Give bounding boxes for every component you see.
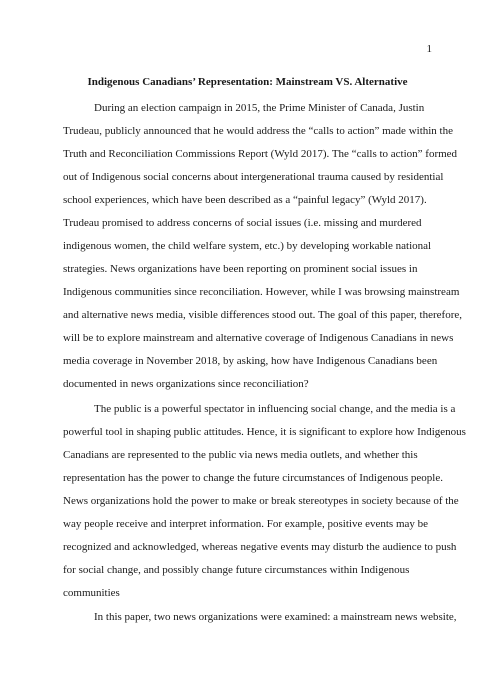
body-line: recognized and acknowledged, whereas negative events may disturb the audience to push [63,541,457,553]
body-line: will be to explore mainstream and alternative coverage of Indigenous Canadians in news [63,332,454,344]
body-line: News organizations hold the power to make or break stereotypes in society because of the [63,495,459,507]
body-line: strategies. News organizations have been reporting on prominent social issues in [63,263,418,275]
body-line: media coverage in November 2018, by asking, how have Indigenous Canadians been [63,355,438,367]
body-line: During an election campaign in 2015, the Prime Minister of Canada, Justin [94,102,425,114]
body-line: documented in news organizations since reconciliation? [63,378,309,390]
document-title: Indigenous Canadians’ Representation: Mainstream VS. Alternative [87,76,408,88]
page-number: 1 [426,43,432,55]
body-line: indigenous women, the child welfare system, etc.) by developing workable national [63,240,432,252]
body-line: and alternative news media, visible differences stood out. The goal of this paper, therefore, [63,309,462,321]
body-line: The public is a powerful spectator in influencing social change, and the media is a [94,403,456,415]
body-line: In this paper, two news organizations were examined: a mainstream news website, [94,611,457,623]
body-line: way people receive and interpret information. For example, positive events may be [63,518,429,530]
body-line: Canadians are represented to the public via news media outlets, and whether this [63,449,418,461]
body-line: representation has the power to change the future circumstances of Indigenous people. [63,472,443,484]
body-line: communities [63,587,120,599]
body-line: out of Indigenous social concerns about intergenerational trauma caused by residential [63,171,444,183]
body-line: Truth and Reconciliation Commissions Report (Wyld 2017). The “calls to action” formed [63,148,458,160]
body-line: Indigenous communities since reconciliation. However, while I was browsing mainstream [63,286,460,298]
body-line: Trudeau promised to address concerns of social issues (i.e. missing and murdered [63,217,422,229]
body-line: school experiences, which have been described as a “painful legacy” (Wyld 2017). [63,194,427,206]
body-line: for social change, and possibly change future circumstances within Indigenous [63,564,410,576]
body-line: Trudeau, publicly announced that he would address the “calls to action” made within the [63,125,453,137]
body-line: powerful tool in shaping public attitudes. Hence, it is significant to explore how Indigenous [63,426,466,438]
